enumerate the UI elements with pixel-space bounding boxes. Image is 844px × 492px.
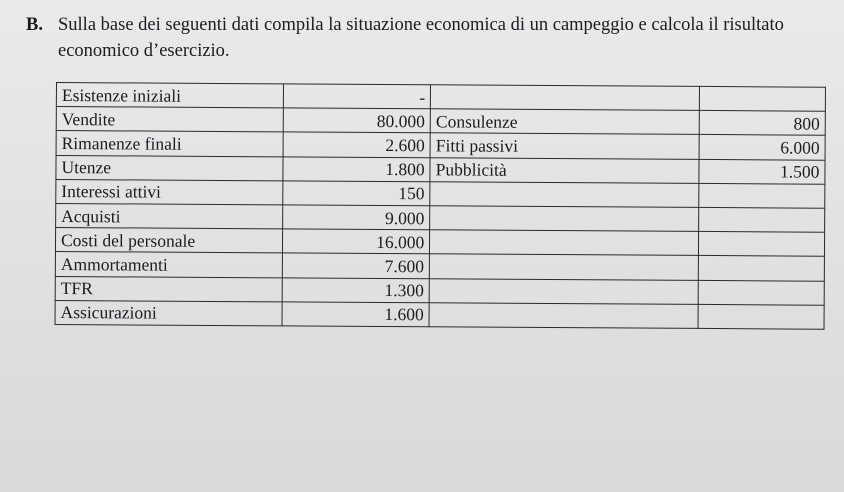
row-label: Acquisti [56,203,283,229]
row-label-secondary: Pubblicità [430,157,698,183]
row-value-secondary: 1.500 [698,159,825,184]
row-value: 80.000 [283,108,430,133]
row-label-secondary [430,230,698,256]
row-value: 150 [283,181,430,206]
row-label-secondary [429,278,697,304]
row-value: 7.600 [283,253,430,278]
row-value: 16.000 [283,229,430,254]
row-label-secondary [430,254,698,280]
row-label: Rimanenze finali [56,131,283,157]
table-row [55,300,824,329]
row-label: Assicurazioni [55,300,282,326]
row-label: Ammortamenti [55,252,282,278]
row-value: 9.000 [283,205,430,230]
row-value-secondary: 800 [699,111,826,136]
row-value: 2.600 [283,132,430,157]
row-value: 1.800 [283,156,430,181]
row-value-secondary [698,232,825,257]
row-value-secondary [698,280,825,305]
row-label: TFR [55,276,282,302]
exercise-b [26,12,816,64]
exercise-instructions: Sulla base dei seguenti dati compila la situazione economica di un campeggio e calcola il risultato economico d’esercizio. [58,15,784,61]
row-label-secondary: Consulenze [430,109,698,135]
row-label: Utenze [56,155,283,181]
row-value-secondary [698,304,825,329]
row-value: 1.300 [282,277,429,302]
data-table [55,82,826,330]
data-table-container [56,82,826,325]
data-table-body [55,83,825,330]
row-value-secondary [698,256,825,281]
row-value-secondary [698,207,825,232]
row-value-secondary [699,86,826,111]
row-label: Esistenze iniziali [56,83,283,109]
row-label: Costi del personale [55,228,282,254]
row-value: - [284,84,431,109]
row-label-secondary [430,206,698,232]
row-label-secondary [429,302,697,328]
row-label-secondary: Fitti passivi [430,133,698,159]
row-label-secondary [430,182,698,208]
row-label: Interessi attivi [56,179,283,205]
row-label: Vendite [56,107,283,133]
row-value-secondary [698,183,825,208]
row-label-secondary [431,85,699,111]
row-value: 1.600 [282,302,429,327]
row-value-secondary: 6.000 [699,135,826,160]
exercise-number: B. [26,15,43,35]
